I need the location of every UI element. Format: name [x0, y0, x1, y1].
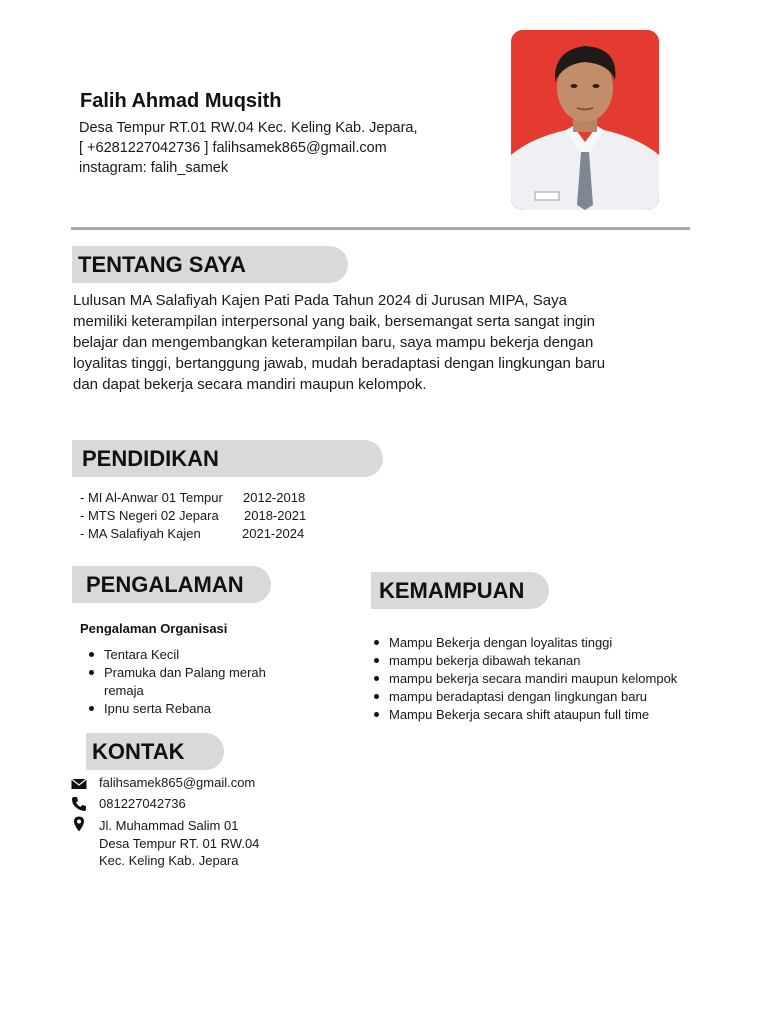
profile-photo [511, 30, 659, 210]
education-school: - MI Al-Anwar 01 Tempur [80, 490, 223, 505]
phone-icon [71, 796, 87, 812]
envelope-icon [71, 776, 87, 792]
contact-email: falihsamek865@gmail.com [99, 775, 256, 790]
skills-list [389, 634, 719, 724]
experience-subtitle: Pengalaman Organisasi [80, 621, 228, 636]
section-title-skills: KEMAMPUAN [371, 572, 549, 609]
list-item: mampu bekerja secara mandiri maupun kelompok [389, 670, 719, 688]
list-item: mampu bekerja dibawah tekanan [389, 652, 719, 670]
list-item: Mampu Bekerja secara shift ataupun full time [389, 706, 719, 724]
section-title-about: TENTANG SAYA [72, 246, 348, 283]
education-school: - MA Salafiyah Kajen [80, 526, 201, 541]
list-item: Tentara Kecil [104, 646, 304, 664]
header-address-line: Desa Tempur RT.01 RW.04 Kec. Keling Kab. Jepara, [79, 120, 418, 136]
contact-address [99, 817, 259, 870]
section-title-experience: PENGALAMAN [72, 566, 271, 603]
contact-address-line: Kec. Keling Kab. Jepara [99, 853, 239, 868]
contact-address-line: Desa Tempur RT. 01 RW.04 [99, 835, 260, 851]
map-pin-icon [71, 816, 87, 832]
header-instagram-line: instagram: falih_samek [79, 160, 229, 176]
education-row [80, 526, 305, 541]
section-title-contact: KONTAK [86, 733, 224, 770]
education-years: 2012-2018 [243, 490, 306, 505]
applicant-name: Falih Ahmad Muqsith [80, 90, 282, 112]
list-item: Mampu Bekerja dengan loyalitas tinggi [389, 634, 719, 652]
education-row [80, 490, 306, 505]
education-years: 2018-2021 [244, 508, 307, 523]
education-row [80, 508, 307, 523]
list-item: Pramuka dan Palang merah remaja [104, 664, 304, 700]
list-item: Ipnu serta Rebana [104, 700, 304, 718]
header-divider [71, 227, 690, 230]
education-years: 2021-2024 [242, 526, 305, 541]
section-title-education: PENDIDIKAN [72, 440, 383, 477]
contact-phone: 081227042736 [99, 796, 186, 811]
list-item: mampu beradaptasi dengan lingkungan baru [389, 688, 719, 706]
header-phone-email-line: [ +6281227042736 ] falihsamek865@gmail.com [79, 140, 387, 156]
contact-address-line: Jl. Muhammad Salim 01 [99, 818, 239, 833]
education-school: - MTS Negeri 02 Jepara [80, 508, 219, 523]
experience-list [104, 646, 304, 718]
about-text: Lulusan MA Salafiyah Kajen Pati Pada Tahun 2024 di Jurusan MIPA, Saya memiliki keterampilan interpersonal yang baik, bersemangat serta sangat ingin belajar dan mengembangkan keterampilan baru, saya mampu bekerja dengan loyalitas tinggi, bertanggung jawab, mudah beradaptasi dengan lingkungan baru dan dapat bekerja secara mandiri maupun kelompok. [73, 292, 606, 393]
